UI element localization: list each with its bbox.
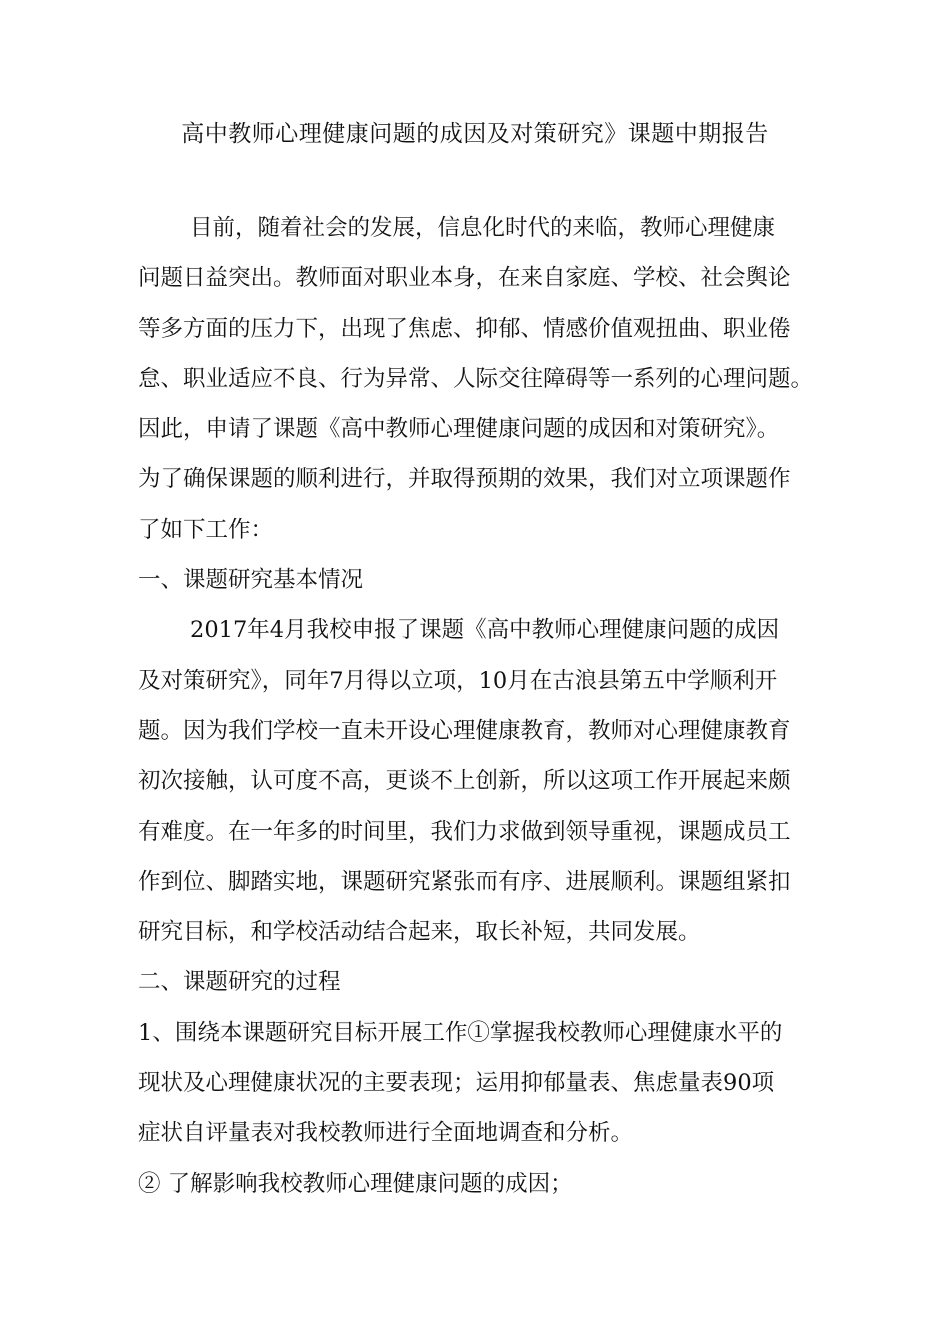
body-line-2: 问题日益突出。教师面对职业本身，在来自家庭、学校、社会舆论: [138, 265, 791, 292]
section-heading-1: 一、课题研究基本情况: [138, 567, 364, 594]
body-line-4: 怠、职业适应不良、行为异常、人际交往障碍等一系列的心理问题。: [138, 365, 814, 392]
section-heading-2: 二、课题研究的过程: [138, 969, 341, 996]
body-line-7: 了如下工作：: [138, 516, 274, 543]
body-line-12: 初次接触，认可度不高，更谈不上创新，所以这项工作开展起来颇: [138, 768, 791, 795]
body-line-11: 题。因为我们学校一直未开设心理健康教育，教师对心理健康教育: [138, 717, 791, 744]
body-line-19: 症状自评量表对我校教师进行全面地调查和分析。: [138, 1120, 634, 1147]
body-line-5: 因此，申请了课题《高中教师心理健康问题的成因和对策研究》。: [138, 416, 780, 443]
body-line-15: 研究目标，和学校活动结合起来，取长补短，共同发展。: [138, 919, 701, 946]
body-line-6: 为了确保课题的顺利进行，并取得预期的效果，我们对立项课题作: [138, 466, 791, 493]
body-line-3: 等多方面的压力下，出现了焦虑、抑郁、情感价值观扭曲、职业倦: [138, 315, 791, 342]
document-body: [138, 213, 838, 1219]
body-line-14: 作到位、脚踏实地，课题研究紧张而有序、进展顺利。课题组紧扣: [138, 868, 791, 895]
body-line-13: 有难度。在一年多的时间里，我们力求做到领导重视，课题成员工: [138, 818, 791, 845]
body-line-1: 目前，随着社会的发展，信息化时代的来临，教师心理健康: [190, 215, 776, 241]
body-line-9: 2017年4月我校申报了课题《高中教师心理健康问题的成因: [190, 617, 780, 644]
body-line-18: 现状及心理健康状况的主要表现；运用抑郁量表、焦虑量表90项: [138, 1070, 775, 1097]
document-title: 高中教师心理健康问题的成因及对策研究》课题中期报告: [181, 121, 769, 147]
body-line-10: 及对策研究》，同年7月得以立项，10月在古浪县第五中学顺利开: [138, 667, 778, 694]
body-line-17: 1、围绕本课题研究目标开展工作①掌握我校教师心理健康水平的: [138, 1019, 783, 1046]
body-line-20: ② 了解影响我校教师心理健康问题的成因；: [138, 1170, 573, 1197]
